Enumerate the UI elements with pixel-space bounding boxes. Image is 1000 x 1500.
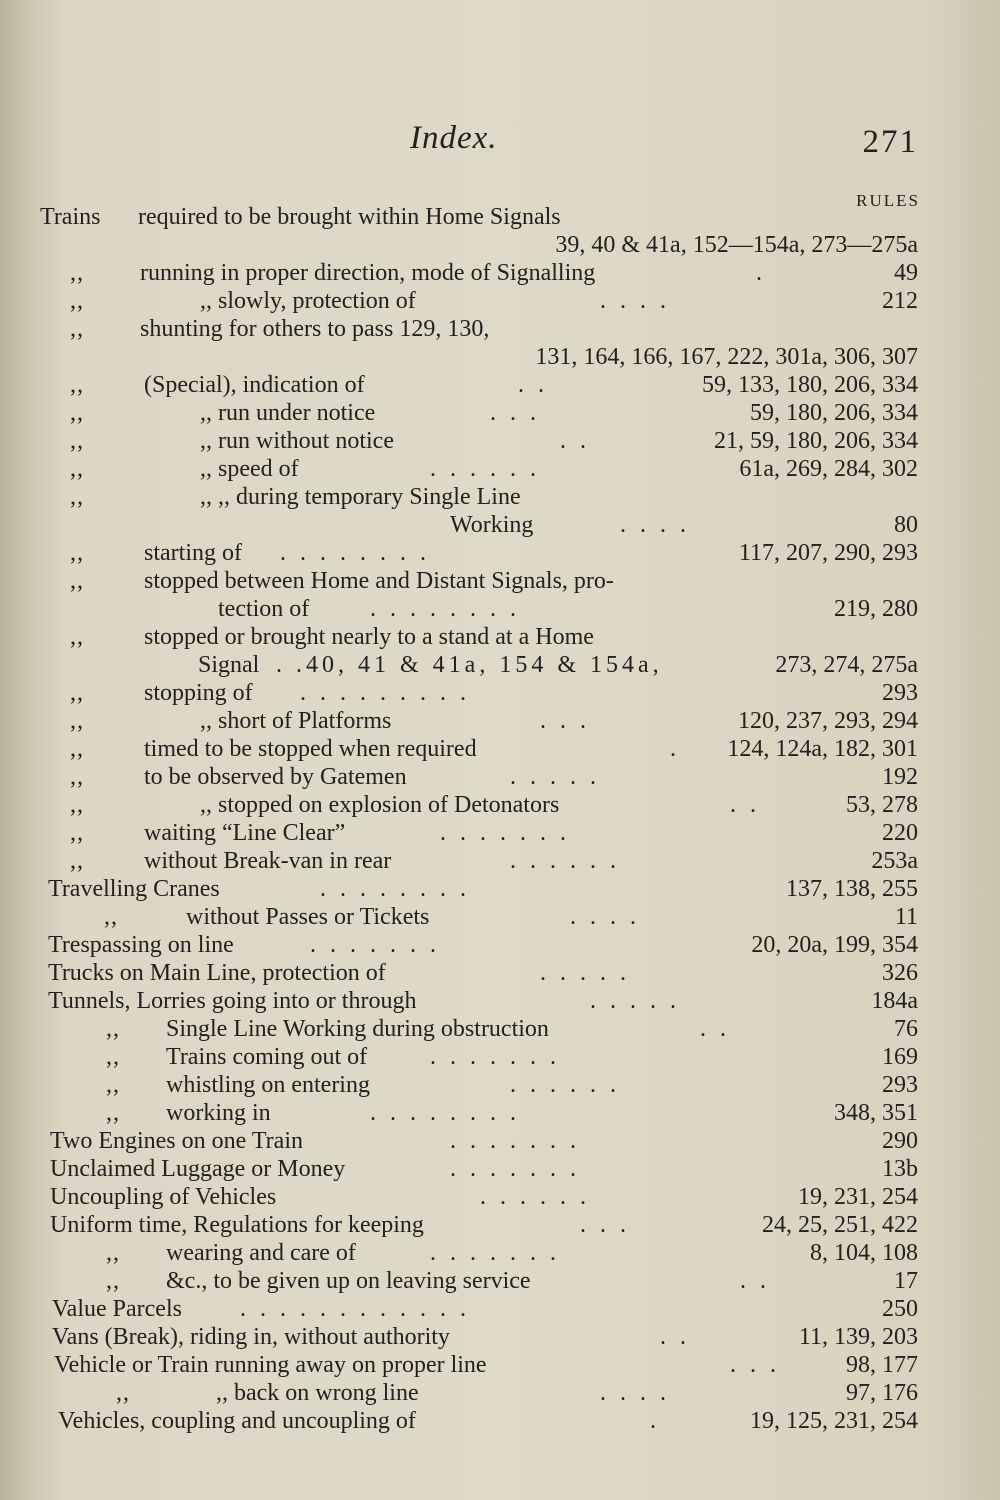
dot-leader: . . . . — [620, 512, 690, 538]
entry-text: waiting “Line Clear” — [144, 820, 346, 846]
dot-leader: . . . . — [570, 904, 640, 930]
entry-heading: Trucks on Main Line, protection of — [48, 960, 386, 986]
entry-heading: Vehicles, coupling and uncoupling of — [58, 1408, 416, 1434]
index-entry — [40, 1155, 918, 1183]
entry-text: running in proper direction, mode of Signalling — [140, 260, 596, 286]
ditto-mark: ,, — [116, 1380, 130, 1406]
dot-leader: . . . . . . — [480, 1184, 590, 1210]
index-entry — [40, 1015, 918, 1043]
ditto-mark: ,, — [70, 736, 84, 762]
ditto-mark: ,, — [70, 764, 84, 790]
dot-leader: . . . . . . . — [450, 1156, 580, 1182]
ditto-mark: ,, — [104, 904, 118, 930]
entry-text: Signal — [198, 652, 260, 678]
rule-refs: 11, 139, 203 — [798, 1324, 918, 1350]
index-entry — [40, 287, 918, 315]
dot-leader: . . . — [540, 708, 590, 734]
index-entry — [40, 315, 918, 343]
ditto-mark: ,, — [70, 540, 84, 566]
entry-heading: Vans (Break), riding in, without authority — [52, 1324, 450, 1350]
index-entry — [40, 1043, 918, 1071]
index-entry — [40, 1323, 918, 1351]
rule-refs: 220 — [882, 820, 918, 846]
rule-refs: 49 — [894, 260, 918, 286]
rule-refs: 117, 207, 290, 293 — [738, 540, 918, 566]
index-entry — [40, 1183, 918, 1211]
index-entry — [40, 735, 918, 763]
index-entry — [40, 1351, 918, 1379]
index-entry — [40, 539, 918, 567]
rule-refs: 293 — [882, 680, 918, 706]
dot-leader: . . . . . . — [510, 848, 620, 874]
dot-leader: . . . . . . . . — [320, 876, 470, 902]
ditto-mark: ,, — [70, 624, 84, 650]
dot-leader: . . . . . . . — [430, 1240, 560, 1266]
index-entry — [40, 679, 918, 707]
dot-leader: . . . . . . . . — [370, 1100, 520, 1126]
entry-text: tection of — [218, 596, 310, 622]
ditto-mark: ,, — [70, 848, 84, 874]
index-entry — [40, 511, 918, 539]
entry-heading: Trespassing on line — [48, 932, 234, 958]
rule-refs: 169 — [882, 1044, 918, 1070]
rule-refs: 97, 176 — [846, 1380, 918, 1406]
index-entry — [40, 455, 918, 483]
entry-text: ,, stopped on explosion of Detonators — [200, 792, 560, 818]
index-entry — [40, 1127, 918, 1155]
index-entry — [40, 931, 918, 959]
rule-refs: 253a — [871, 848, 918, 874]
entry-text: ,, slowly, protection of — [200, 288, 416, 314]
index-entry — [40, 651, 918, 679]
ditto-mark: ,, — [106, 1100, 120, 1126]
rule-refs: 98, 177 — [846, 1352, 918, 1378]
entry-text: ,, run without notice — [200, 428, 394, 454]
index-entry — [40, 399, 918, 427]
entry-heading: Value Parcels — [52, 1296, 182, 1322]
entry-text: without Passes or Tickets — [186, 904, 430, 930]
dot-leader: . . . — [580, 1212, 630, 1238]
index-entry — [40, 791, 918, 819]
entry-text: timed to be stopped when required — [144, 736, 477, 762]
entry-text: working in — [166, 1100, 271, 1126]
rule-refs: 326 — [882, 960, 918, 986]
ditto-mark: ,, — [70, 708, 84, 734]
ditto-mark: ,, — [70, 484, 84, 510]
dot-leader: . . . — [490, 400, 540, 426]
dot-leader: . . — [700, 1016, 730, 1042]
entry-text: ,, speed of — [200, 456, 299, 482]
dot-leader: . . . . . — [510, 764, 600, 790]
entry-text: stopped or brought nearly to a stand at a Home — [144, 624, 594, 650]
rule-refs: 59, 133, 180, 206, 334 — [702, 372, 918, 398]
dot-leader: . .40, 41 & 41a, 154 & 154a, — [276, 652, 663, 678]
entry-heading: Unclaimed Luggage or Money — [50, 1156, 346, 1182]
entry-text: ,, ,, during temporary Single Line — [200, 484, 521, 510]
dot-leader: . . . . . . . . — [370, 596, 520, 622]
index-entry — [40, 427, 918, 455]
entry-heading: Two Engines on one Train — [50, 1128, 303, 1154]
ditto-mark: ,, — [70, 372, 84, 398]
running-head-title: Index. — [410, 120, 498, 156]
index-entry — [40, 959, 918, 987]
index-entry — [40, 259, 918, 287]
dot-leader: . . — [730, 792, 760, 818]
dot-leader: . . . . . . — [510, 1072, 620, 1098]
ditto-mark: ,, — [70, 316, 84, 342]
index-entry — [40, 1267, 918, 1295]
dot-leader: . . . . . . . . . . . . — [240, 1296, 470, 1322]
index-entry — [40, 875, 918, 903]
rule-refs: 8, 104, 108 — [810, 1240, 918, 1266]
index-entry — [40, 1211, 918, 1239]
entry-text: without Break-van in rear — [144, 848, 392, 874]
dot-leader: . . . . . . . — [440, 820, 570, 846]
rule-refs: 273, 274, 275a — [775, 652, 918, 678]
rule-refs: 290 — [882, 1128, 918, 1154]
index-entry — [40, 819, 918, 847]
dot-leader: . . . . — [600, 1380, 670, 1406]
ditto-mark: ,, — [70, 680, 84, 706]
entry-text: ,, back on wrong line — [216, 1380, 419, 1406]
index-entry — [40, 1099, 918, 1127]
dot-leader: . . . — [730, 1352, 780, 1378]
index-entry — [40, 1239, 918, 1267]
entry-text: shunting for others to pass 129, 130, — [140, 316, 490, 342]
rule-refs: 76 — [894, 1016, 918, 1042]
dot-leader: . . . . . . — [430, 456, 540, 482]
index-entry — [40, 1295, 918, 1323]
dot-leader: . — [650, 1408, 660, 1434]
index-entry — [40, 231, 918, 259]
entry-text: (Special), indication of — [144, 372, 365, 398]
entry-heading: Uncoupling of Vehicles — [50, 1184, 277, 1210]
rule-refs: 348, 351 — [834, 1100, 918, 1126]
ditto-mark: ,, — [106, 1240, 120, 1266]
ditto-mark: ,, — [70, 288, 84, 314]
ditto-mark: ,, — [106, 1044, 120, 1070]
ditto-mark: ,, — [106, 1016, 120, 1042]
ditto-mark: ,, — [70, 792, 84, 818]
index-entry — [40, 203, 918, 231]
ditto-mark: ,, — [70, 428, 84, 454]
rule-refs: 293 — [882, 1072, 918, 1098]
entry-text: ,, run under notice — [200, 400, 376, 426]
entry-heading: Uniform time, Regulations for keeping — [50, 1212, 424, 1238]
rule-refs: 184a — [871, 988, 918, 1014]
dot-leader: . . . . . . . . . — [300, 680, 470, 706]
index-entry — [40, 483, 918, 511]
rule-refs: 24, 25, 251, 422 — [762, 1212, 918, 1238]
rule-refs: 13b — [882, 1156, 918, 1182]
rule-refs: 124, 124a, 182, 301 — [727, 736, 918, 762]
entry-text: required to be brought within Home Signals — [138, 204, 561, 230]
rule-refs: 250 — [882, 1296, 918, 1322]
entry-heading: Tunnels, Lorries going into or through — [48, 988, 417, 1014]
rule-refs: 59, 180, 206, 334 — [750, 400, 918, 426]
index-entry — [40, 987, 918, 1015]
entry-text: wearing and care of — [166, 1240, 356, 1266]
dot-leader: . . . . . . . — [450, 1128, 580, 1154]
entry-text: 131, 164, 166, 167, 222, 301a, 306, 307 — [535, 344, 918, 370]
rule-refs: 192 — [882, 764, 918, 790]
index-entry — [40, 567, 918, 595]
rule-refs: 212 — [882, 288, 918, 314]
entry-heading: Trains — [40, 204, 101, 230]
entry-heading: Vehicle or Train running away on proper line — [54, 1352, 487, 1378]
rule-refs: 61a, 269, 284, 302 — [739, 456, 918, 482]
rule-refs: 11 — [894, 904, 918, 930]
rule-refs: 20, 20a, 199, 354 — [751, 932, 918, 958]
index-entry — [40, 1407, 918, 1435]
index-entry — [40, 595, 918, 623]
entry-text: stopped between Home and Distant Signals, pro- — [144, 568, 614, 594]
entry-text: 39, 40 & 41a, 152—154a, 273—275a — [555, 232, 918, 258]
dot-leader: . — [670, 736, 680, 762]
dot-leader: . . . . . . . — [310, 932, 440, 958]
entry-text: Single Line Working during obstruction — [166, 1016, 549, 1042]
ditto-mark: ,, — [70, 456, 84, 482]
dot-leader: . . . . — [600, 288, 670, 314]
entry-text: starting of — [144, 540, 242, 566]
index-entry — [40, 763, 918, 791]
ditto-mark: ,, — [70, 820, 84, 846]
entry-text: &c., to be given up on leaving service — [166, 1268, 531, 1294]
index-entry — [40, 343, 918, 371]
entry-heading: Travelling Cranes — [48, 876, 220, 902]
dot-leader: . . — [660, 1324, 690, 1350]
rule-refs: 17 — [894, 1268, 918, 1294]
index-entry — [40, 1379, 918, 1407]
index-entry — [40, 847, 918, 875]
entry-text: to be observed by Gatemen — [144, 764, 407, 790]
dot-leader: . . — [518, 372, 548, 398]
page-number: 271 — [862, 124, 918, 160]
rule-refs: 120, 237, 293, 294 — [738, 708, 918, 734]
entry-text: stopping of — [144, 680, 253, 706]
dot-leader: . . . . . . . — [430, 1044, 560, 1070]
ditto-mark: ,, — [106, 1072, 120, 1098]
index-entry — [40, 623, 918, 651]
ditto-mark: ,, — [106, 1268, 120, 1294]
rule-refs: 19, 231, 254 — [798, 1184, 918, 1210]
rule-refs: 53, 278 — [846, 792, 918, 818]
index-entry — [40, 1071, 918, 1099]
index-entry — [40, 707, 918, 735]
entry-text: Working — [450, 512, 534, 538]
rule-refs: 80 — [894, 512, 918, 538]
ditto-mark: ,, — [70, 260, 84, 286]
dot-leader: . . . . . — [590, 988, 680, 1014]
rules-column-label: RULES — [856, 191, 920, 210]
dot-leader: . . — [740, 1268, 770, 1294]
rule-refs: 219, 280 — [834, 596, 918, 622]
dot-leader: . . — [560, 428, 590, 454]
rule-refs: 137, 138, 255 — [786, 876, 918, 902]
dot-leader: . — [756, 260, 766, 286]
entry-text: ,, short of Platforms — [200, 708, 392, 734]
entry-text: whistling on entering — [166, 1072, 370, 1098]
dot-leader: . . . . . — [540, 960, 630, 986]
rule-refs: 21, 59, 180, 206, 334 — [714, 428, 918, 454]
index-entry — [40, 371, 918, 399]
rule-refs: 19, 125, 231, 254 — [750, 1408, 918, 1434]
ditto-mark: ,, — [70, 400, 84, 426]
index-entry — [40, 903, 918, 931]
dot-leader: . . . . . . . . — [280, 540, 430, 566]
entry-text: Trains coming out of — [166, 1044, 368, 1070]
ditto-mark: ,, — [70, 568, 84, 594]
